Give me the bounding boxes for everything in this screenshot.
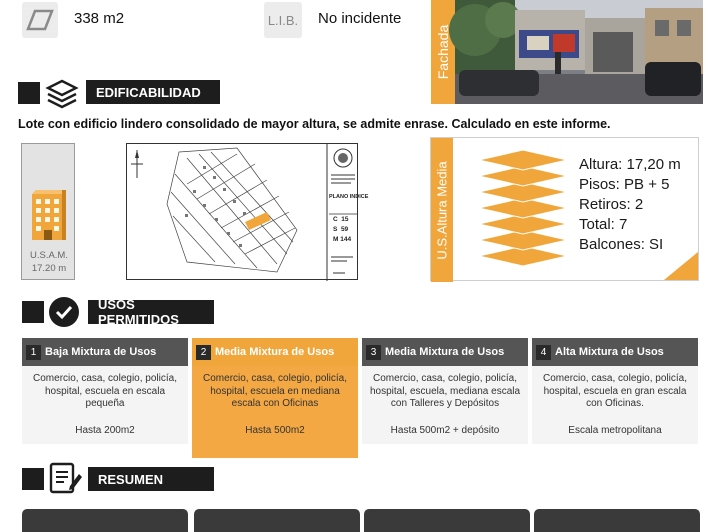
- uso-card-number: 2: [196, 345, 211, 360]
- section-title-resumen: RESUMEN: [88, 467, 214, 491]
- uso-card-limit: Hasta 500m2 + depósito: [390, 425, 500, 436]
- layers-icon: [46, 78, 78, 110]
- area-icon-box: [22, 2, 58, 38]
- stat-pisos: Pisos: PB + 5: [579, 176, 670, 193]
- resumen-tab-1: [22, 509, 188, 532]
- usam-label: U.S.A.M.: [29, 250, 68, 261]
- section-title-usos: USOS PERMITIDOS: [88, 300, 214, 324]
- uso-card-number: 3: [366, 345, 381, 360]
- city-blocks-map: [127, 144, 359, 281]
- uso-card-2: [192, 338, 358, 458]
- altura-media-panel: [430, 137, 699, 281]
- section-title-edificabilidad: EDIFICABILIDAD: [86, 80, 220, 104]
- uso-card-header: [192, 338, 358, 366]
- section-marker: [22, 468, 44, 490]
- corner-accent: [664, 252, 698, 280]
- map-legend-s: S 59: [333, 226, 349, 233]
- lib-value: No incidente: [318, 10, 402, 27]
- uso-card-limit: Escala metropolitana: [568, 425, 662, 436]
- uso-card-title: Media Mixtura de Usos: [215, 346, 335, 358]
- uso-card-limit: Hasta 500m2: [245, 425, 305, 436]
- uso-card-title: Baja Mixtura de Usos: [45, 346, 157, 358]
- uso-card-description: Comercio, casa, colegio, policía, hospital, escuela, mediana escala con Talleres y Depósitos: [369, 373, 521, 409]
- check-circle-icon: [48, 296, 80, 328]
- map-legend-m: M 144: [333, 236, 352, 243]
- uso-card-1: [22, 338, 188, 444]
- lot-area-value: 338 m2: [74, 10, 125, 27]
- map-legend-c: C 15: [333, 216, 349, 223]
- building-icon: [28, 180, 70, 240]
- facade-photo: [455, 0, 703, 104]
- stat-altura: Altura: 17,20 m: [579, 156, 681, 173]
- lot-area-icon: [27, 9, 53, 31]
- fachada-panel: [431, 0, 703, 104]
- uso-card-title: Media Mixtura de Usos: [385, 346, 505, 358]
- document-edit-icon: [48, 462, 82, 494]
- uso-card-header: [22, 338, 188, 366]
- uso-card-title: Alta Mixtura de Usos: [555, 346, 664, 358]
- resumen-tab-4: [534, 509, 700, 532]
- uso-card-header: [532, 338, 698, 366]
- uso-card-description: Comercio, casa, colegio, policía, hospital, escuela en escala pequeña: [33, 373, 177, 409]
- floors-stack-icon: [475, 148, 571, 266]
- stat-retiros: Retiros: 2: [579, 196, 644, 213]
- resumen-tab-2: [194, 509, 360, 532]
- section-marker: [22, 301, 44, 323]
- uso-card-limit: Hasta 200m2: [75, 425, 135, 436]
- plano-indice-map: [126, 143, 369, 280]
- uso-card-4: [532, 338, 698, 444]
- uso-card-description: Comercio, casa, colegio, policía, hospital, escuela en gran escala con Oficinas.: [543, 373, 687, 409]
- uso-card-number: 1: [26, 345, 41, 360]
- uso-card-header: [362, 338, 528, 366]
- stat-balcones: Balcones: SI: [579, 236, 664, 253]
- uso-card-number: 4: [536, 345, 551, 360]
- altura-media-label: U.S.Altura Media: [431, 138, 453, 282]
- uso-card-description: Comercio, casa, colegio, policía, hospital, escuela en mediana escala con Oficinas: [203, 373, 347, 409]
- resumen-tab-3: [364, 509, 530, 532]
- map-legend-title: PLANO INDICE: [329, 194, 369, 200]
- stat-total: Total: 7: [579, 216, 628, 233]
- usam-height: 17.20 m: [31, 263, 67, 274]
- fachada-label: Fachada: [435, 24, 452, 80]
- uso-card-3: [362, 338, 528, 444]
- usam-panel: [21, 143, 75, 280]
- section-marker: [18, 82, 40, 104]
- edificabilidad-note: Lote con edificio lindero consolidado de mayor altura, se admite enrase. Calculado en este informe.: [18, 117, 611, 131]
- lib-badge: L.I.B.: [264, 2, 302, 38]
